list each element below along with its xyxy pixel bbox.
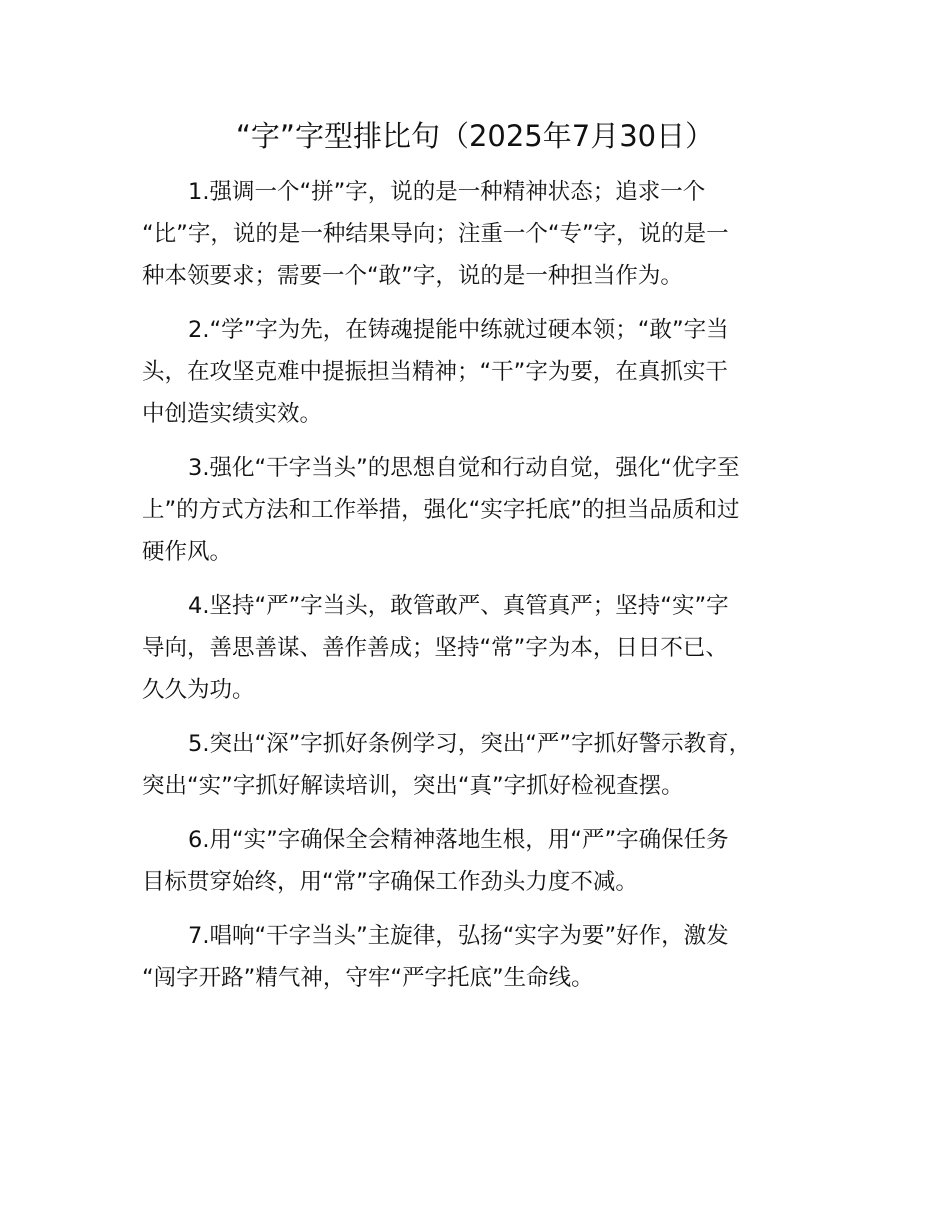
paragraph-line: 种本领要求；需要一个“敢”字，说的是一种担当作为。 — [142, 263, 683, 289]
paragraph-line: 硬作风。 — [142, 539, 233, 565]
paragraph-line: 头，在攻坚克难中提振担当精神；“干”字为要，在真抓实干 — [142, 359, 728, 385]
paragraph-line: 突出“实”字抓好解读培训，突出“真”字抓好检视查摆。 — [142, 773, 684, 799]
paragraph-4 — [142, 585, 832, 711]
paragraph-line: 5.突出“深”字抓好条例学习，突出“严”字抓好警示教育， — [188, 731, 752, 757]
paragraph-line: 目标贯穿始终，用“常”字确保工作劲头力度不减。 — [142, 869, 638, 895]
paragraph-line: 上”的方式方法和工作举措，强化“实字托底”的担当品质和过 — [142, 497, 740, 523]
paragraph-5 — [142, 723, 832, 807]
paragraph-line: 1.强调一个“拼”字，说的是一种精神状态；追求一个 — [188, 179, 706, 205]
paragraph-7 — [142, 915, 832, 999]
paragraph-line: 2.“学”字为先，在铸魂提能中练就过硬本领；“敢”字当 — [188, 317, 729, 343]
paragraph-1 — [142, 171, 832, 297]
paragraph-line: 6.用“实”字确保全会精神落地生根，用“严”字确保任务 — [188, 827, 729, 853]
paragraph-line: 7.唱响“干字当头”主旋律，弘扬“实字为要”好作，激发 — [188, 923, 729, 949]
paragraph-3 — [142, 447, 832, 573]
paragraph-2 — [142, 309, 832, 435]
paragraph-6 — [142, 819, 832, 903]
paragraph-line: “闯字开路”精气神，守牢“严字托底”生命线。 — [142, 965, 594, 991]
paragraph-line: 4.坚持“严”字当头，敢管敢严、真管真严；坚持“实”字 — [188, 593, 729, 619]
paragraph-line: “比”字，说的是一种结果导向；注重一个“专”字，说的是一 — [142, 221, 729, 247]
paragraph-line: 中创造实绩实效。 — [142, 401, 323, 427]
paragraph-line: 久久为功。 — [142, 677, 255, 703]
document-body — [142, 171, 832, 1011]
document-title: “字”字型排比句（2025年7月30日） — [235, 119, 715, 153]
paragraph-line: 导向，善思善谋、善作善成；坚持“常”字为本，日日不已、 — [142, 635, 728, 661]
paragraph-line: 3.强化“干字当头”的思想自觉和行动自觉，强化“优字至 — [188, 455, 740, 481]
